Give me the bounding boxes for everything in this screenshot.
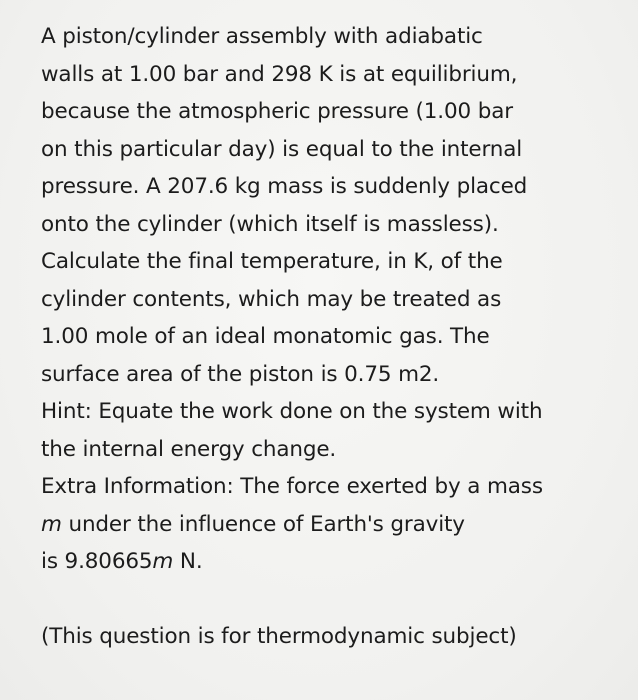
question-line: A piston/cylinder assembly with adiabatic (41, 24, 483, 49)
question-line: 1.00 mole of an ideal monatomic gas. The (41, 324, 490, 349)
question-line: cylinder contents, which may be treated as (41, 286, 502, 312)
question-line: surface area of the piston is 0.75 m2. (41, 361, 440, 387)
question-line: because the atmospheric pressure (1.00 bar (41, 99, 513, 124)
question-line: on this particular day) is equal to the internal (41, 136, 523, 162)
extra-info-text: N. (173, 549, 203, 574)
extra-info-line (41, 543, 621, 581)
extra-info-text: under the influence of Earth's gravity (61, 511, 465, 537)
extra-info-line (41, 506, 621, 544)
spacer (41, 581, 621, 619)
subject-note: (This question is for thermodynamic subject) (41, 624, 517, 649)
hint-line: Hint: Equate the work done on the system with (41, 399, 543, 424)
mass-variable: m (41, 511, 62, 537)
question-line: onto the cylinder (which itself is massless). (41, 211, 499, 237)
question-line: pressure. A 207.6 kg mass is suddenly placed (41, 174, 528, 199)
question-line: walls at 1.00 bar and 298 K is at equilibrium, (41, 61, 518, 87)
hint-line: the internal energy change. (41, 436, 337, 462)
question-line: Calculate the final temperature, in K, of the (41, 249, 503, 274)
mass-variable: m (152, 549, 174, 574)
extra-info-line: Extra Information: The force exerted by a mass (41, 474, 543, 499)
note-text (41, 18, 621, 656)
extra-info-text: is 9.80665 (41, 549, 153, 574)
